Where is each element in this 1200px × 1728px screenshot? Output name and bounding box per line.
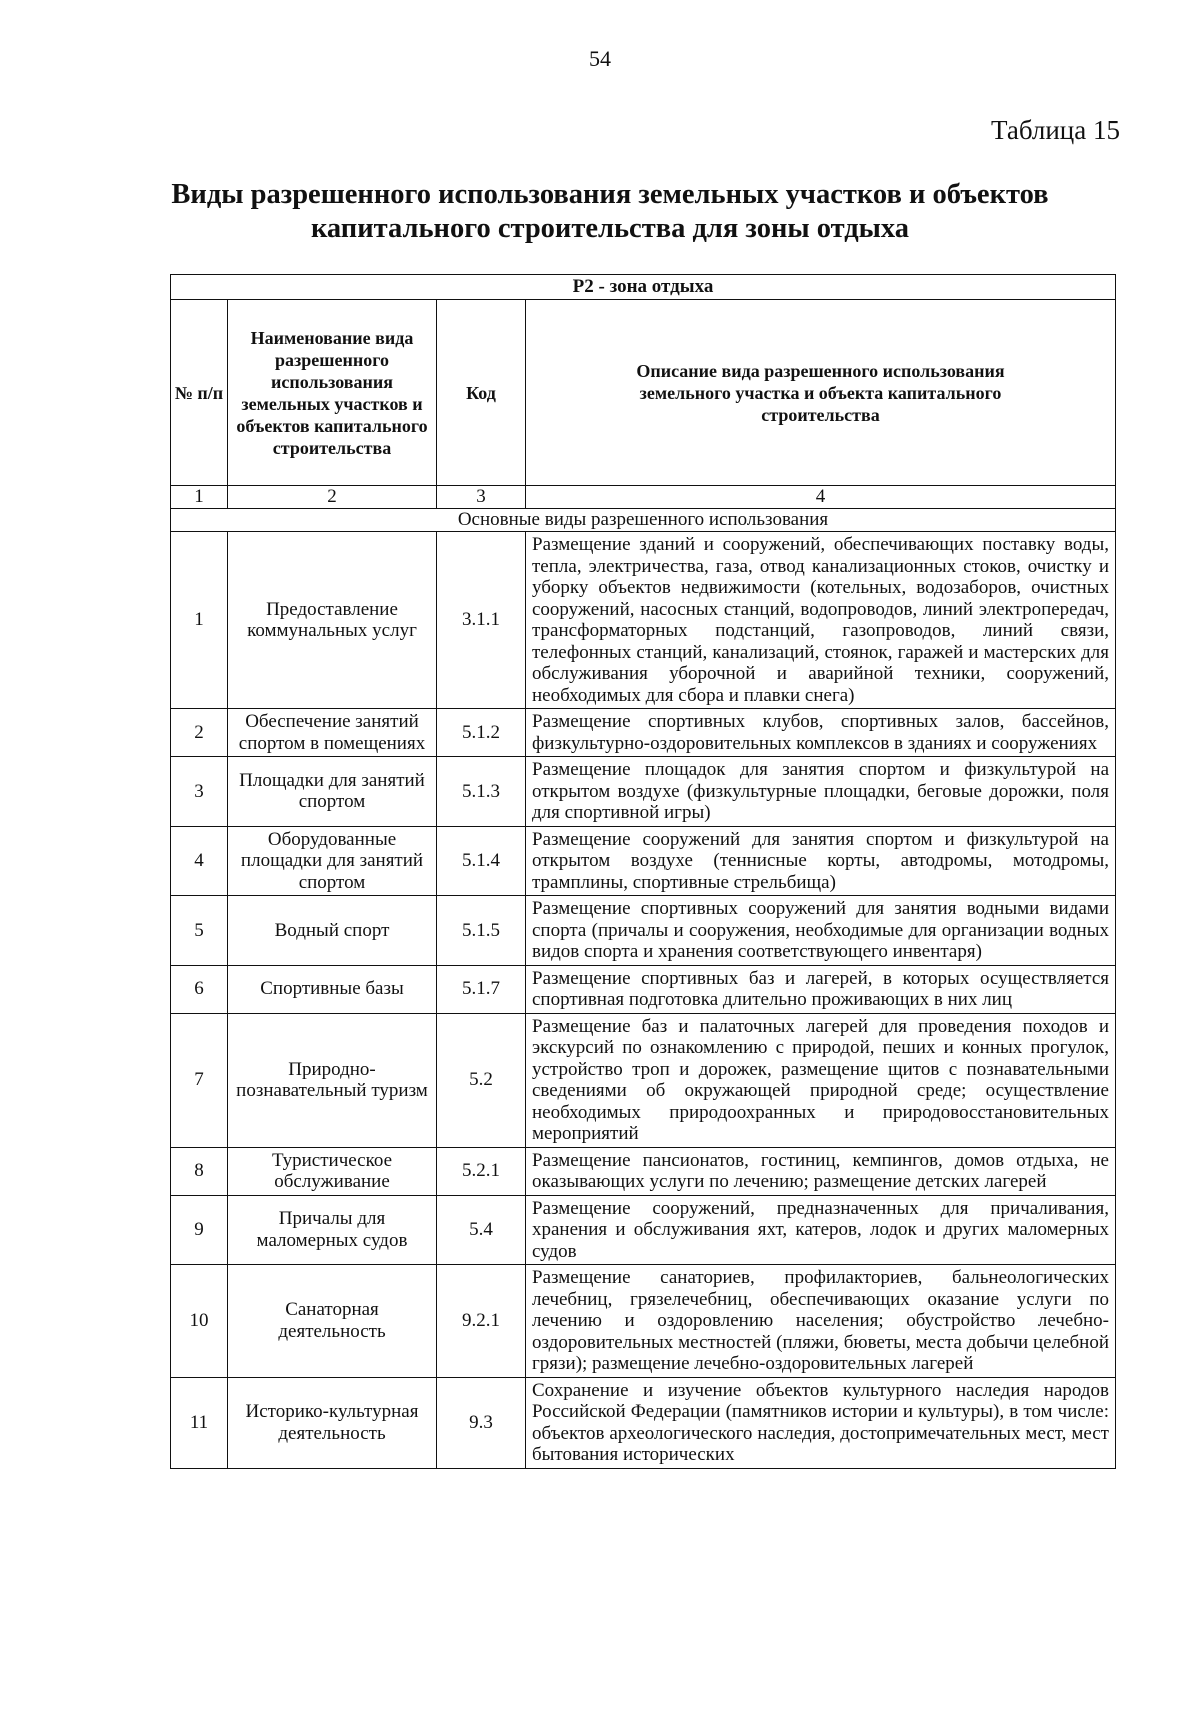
table-row — [171, 709, 1116, 757]
use-type-name: Природно-познавательный туризм — [228, 1013, 437, 1147]
use-type-code: 5.1.5 — [437, 896, 526, 966]
table-row — [171, 757, 1116, 827]
use-type-description: Размещение санаториев, профилакториев, бальнеологических лечебниц, грязелечебниц, обеспечивающих оказание услуги по лечению и оздоровлению населения; обустройство лечебно-оздоровительных местностей (пляжи, бюветы, места добычи целебной грязи); размещение лечебно-оздоровительных лагерей — [526, 1265, 1116, 1378]
row-number: 8 — [171, 1147, 228, 1195]
table-row — [171, 1377, 1116, 1468]
use-type-name: Санаторная деятельность — [228, 1265, 437, 1378]
table-row — [171, 896, 1116, 966]
table-row — [171, 1195, 1116, 1265]
header-row — [171, 300, 1116, 486]
use-type-description: Размещение пансионатов, гостиниц, кемпингов, домов отдыха, не оказывающих услуги по лечению; размещение детских лагерей — [526, 1147, 1116, 1195]
row-number: 4 — [171, 826, 228, 896]
use-type-code: 5.1.4 — [437, 826, 526, 896]
document-title: Виды разрешенного использования земельных участков и объектов капитального строительства для зоны отдыха — [171, 179, 1049, 244]
use-type-name: Спортивные базы — [228, 965, 437, 1013]
table-label: Таблица 15 — [991, 115, 1120, 145]
page-number: 54 — [589, 46, 611, 71]
zone-caption: Р2 - зона отдыха — [171, 275, 1116, 300]
use-type-code: 3.1.1 — [437, 532, 526, 709]
column-number-row — [171, 486, 1116, 509]
row-number: 9 — [171, 1195, 228, 1265]
table-row — [171, 826, 1116, 896]
use-type-description: Размещение сооружений для занятия спортом и физкультурой на открытом воздухе (теннисные корты, автодромы, мотодромы, трамплины, спортивные стрельбища) — [526, 826, 1116, 896]
use-type-name: Водный спорт — [228, 896, 437, 966]
land-use-table — [170, 274, 1116, 1469]
table-row — [171, 1013, 1116, 1147]
column-number: 4 — [526, 486, 1116, 509]
row-number: 5 — [171, 896, 228, 966]
row-number: 11 — [171, 1377, 228, 1468]
use-type-code: 5.2.1 — [437, 1147, 526, 1195]
use-type-description: Размещение спортивных баз и лагерей, в которых осуществляется спортивная подготовка длительно проживающих в них лиц — [526, 965, 1116, 1013]
use-type-name: Оборудованные площадки для занятий спортом — [228, 826, 437, 896]
row-number: 2 — [171, 709, 228, 757]
use-type-name: Причалы для маломерных судов — [228, 1195, 437, 1265]
header-name: Наименование вида разрешенного использования земельных участков и объектов капитального строительства — [228, 300, 437, 486]
use-type-description: Размещение сооружений, предназначенных для причаливания, хранения и обслуживания яхт, катеров, лодок и других маломерных судов — [526, 1195, 1116, 1265]
use-type-description: Размещение спортивных клубов, спортивных залов, бассейнов, физкультурно-оздоровительных комплексов в зданиях и сооружениях — [526, 709, 1116, 757]
use-type-code: 9.3 — [437, 1377, 526, 1468]
zone-caption-row — [171, 275, 1116, 300]
section-row — [171, 509, 1116, 532]
use-type-code: 9.2.1 — [437, 1265, 526, 1378]
column-number: 1 — [171, 486, 228, 509]
table-row — [171, 1265, 1116, 1378]
use-type-description: Размещение площадок для занятия спортом и физкультурой на открытом воздухе (физкультурные площадки, беговые дорожки, поля для спортивной игры) — [526, 757, 1116, 827]
use-type-description: Размещение спортивных сооружений для занятия водными видами спорта (причалы и сооружения, необходимые для организации водных видов спорта и хранения соответствующего инвентаря) — [526, 896, 1116, 966]
header-number: № п/п — [171, 300, 228, 486]
use-type-code: 5.1.3 — [437, 757, 526, 827]
row-number: 10 — [171, 1265, 228, 1378]
row-number: 3 — [171, 757, 228, 827]
header-code: Код — [437, 300, 526, 486]
table-row — [171, 965, 1116, 1013]
use-type-name: Площадки для занятий спортом — [228, 757, 437, 827]
use-type-name: Историко-культурная деятельность — [228, 1377, 437, 1468]
use-type-description: Размещение баз и палаточных лагерей для проведения походов и экскурсий по ознакомлению с природой, пеших и конных прогулок, устройство троп и дорожек, размещение щитов с познавательными сведениями об окружающей природной среде; осуществление необходимых природоохранных и природовосстановительных мероприятий — [526, 1013, 1116, 1147]
table-row — [171, 1147, 1116, 1195]
row-number: 7 — [171, 1013, 228, 1147]
use-type-code: 5.1.7 — [437, 965, 526, 1013]
use-type-name: Предоставление коммунальных услуг — [228, 532, 437, 709]
use-type-code: 5.1.2 — [437, 709, 526, 757]
header-description: Описание вида разрешенного использования земельного участка и объекта капитального строительства — [526, 300, 1116, 486]
section-title: Основные виды разрешенного использования — [171, 509, 1116, 532]
column-number: 3 — [437, 486, 526, 509]
column-number: 2 — [228, 486, 437, 509]
use-type-description: Сохранение и изучение объектов культурного наследия народов Российской Федерации (памятников истории и культуры), в том числе: объектов археологического наследия, достопримечательных мест, мест бытования исторических — [526, 1377, 1116, 1468]
use-type-name: Обеспечение занятий спортом в помещениях — [228, 709, 437, 757]
use-type-code: 5.2 — [437, 1013, 526, 1147]
row-number: 1 — [171, 532, 228, 709]
table-row — [171, 532, 1116, 709]
use-type-description: Размещение зданий и сооружений, обеспечивающих поставку воды, тепла, электричества, газа, отвод канализационных стоков, очистку и уборку объектов недвижимости (котельных, водозаборов, очистных сооружений, насосных станций, водопроводов, линий электропередач, трансформаторных подстанций, газопроводов, линий связи, телефонных станций, канализаций, стоянок, гаражей и мастерских для обслуживания уборочной и аварийной техники, сооружений, необходимых для сбора и плавки снега) — [526, 532, 1116, 709]
use-type-name: Туристическое обслуживание — [228, 1147, 437, 1195]
use-type-code: 5.4 — [437, 1195, 526, 1265]
row-number: 6 — [171, 965, 228, 1013]
